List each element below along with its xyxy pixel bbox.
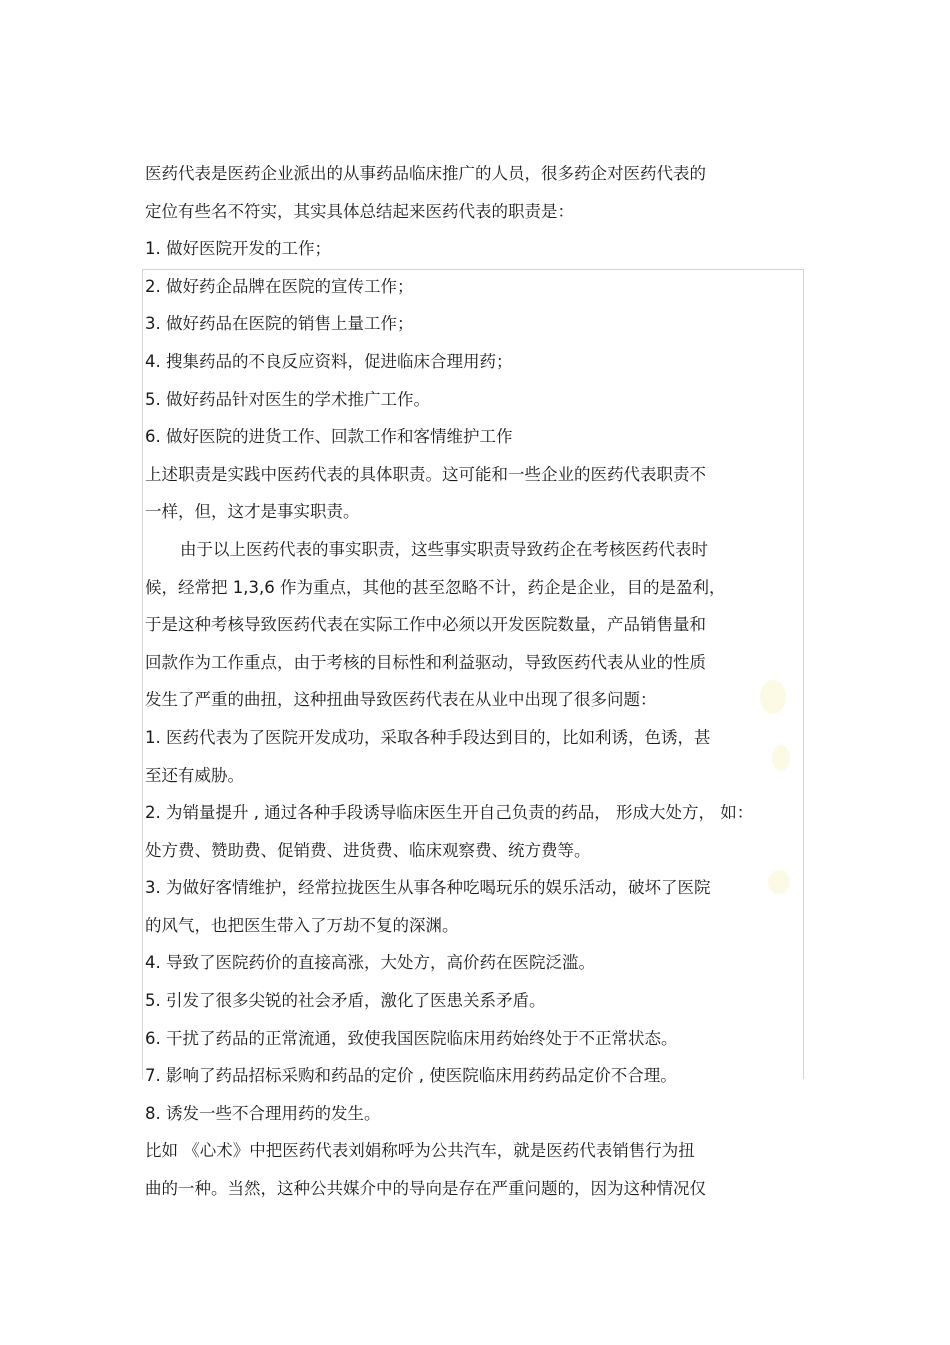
paragraph-start: 由于以上医药代表的事实职责，这些事实职责导致药企在考核医药代表时 [180, 539, 708, 559]
text-line: 定位有些名不符实，其实具体总结起来医药代表的职责是： [145, 201, 574, 221]
text-line: 处方费、赞助费、促销费、进货费、临床观察费、统方费等。 [145, 840, 591, 860]
list-item: 1. 医药代表为了医院开发成功，采取各种手段达到目的，比如利诱，色诱，甚 [145, 727, 711, 747]
text-line: 至还有威胁。 [145, 765, 244, 785]
text-line: 于是这种考核导致医药代表在实际工作中必须以开发医院数量，产品销售量和 [145, 615, 706, 635]
list-item: 6. 做好医院的进货工作、回款工作和客情维护工作 [145, 427, 513, 447]
list-item: 3. 做好药品在医院的销售上量工作； [145, 314, 414, 334]
text-line: 一样，但，这才是事实职责。 [145, 502, 360, 522]
list-item: 6. 干扰了药品的正常流通，致使我国医院临床用药始终处于不正常状态。 [145, 1028, 678, 1048]
list-item: 5. 做好药品针对医生的学术推广工作。 [145, 389, 430, 409]
body-text [145, 155, 805, 1208]
text-line: 回款作为工作重点，由于考核的目标性和利益驱动，导致医药代表从业的性质 [145, 652, 706, 672]
frame-border-left [142, 269, 143, 1079]
list-item: 3. 为做好客情维护，经常拉拢医生从事各种吃喝玩乐的娱乐活动，破坏了医院 [145, 878, 711, 898]
text-line: 比如 《心术》中把医药代表刘娟称呼为公共汽车，就是医药代表销售行为扭 [145, 1141, 695, 1161]
list-item: 1. 做好医院开发的工作； [145, 239, 331, 259]
list-item: 4. 搜集药品的不良反应资料，促进临床合理用药； [145, 351, 513, 371]
text-line: 候，经常把 1,3,6 作为重点，其他的甚至忽略不计，药企是企业，目的是盈利， [145, 577, 726, 597]
text-line: 曲的一种。当然，这种公共媒介中的导向是存在严重问题的，因为这种情况仅 [145, 1179, 706, 1199]
list-item: 4. 导致了医院药价的直接高涨，大处方，高价药在医院泛滥。 [145, 953, 595, 973]
text-line: 医药代表是医药企业派出的从事药品临床推广的人员，很多药企对医药代表的 [145, 164, 706, 183]
list-item: 8. 诱发一些不合理用药的发生。 [145, 1103, 381, 1123]
list-item: 2. 做好药企品牌在医院的宣传工作； [145, 276, 414, 296]
text-line: 上述职责是实践中医药代表的具体职责。这可能和一些企业的医药代表职责不 [145, 464, 706, 484]
text-line: 的风气，也把医生带入了万劫不复的深渊。 [145, 915, 459, 935]
list-item: 5. 引发了很多尖锐的社会矛盾，激化了医患关系矛盾。 [145, 991, 546, 1011]
list-item: 2. 为销量提升 , 通过各种手段诱导临床医生开自己负责的药品， 形成大处方， 如： [145, 803, 754, 823]
list-item: 7. 影响了药品招标采购和药品的定价 , 使医院临床用药药品定价不合理。 [145, 1066, 677, 1086]
text-line: 发生了严重的曲扭，这种扭曲导致医药代表在从业中出现了很多问题： [145, 690, 657, 710]
